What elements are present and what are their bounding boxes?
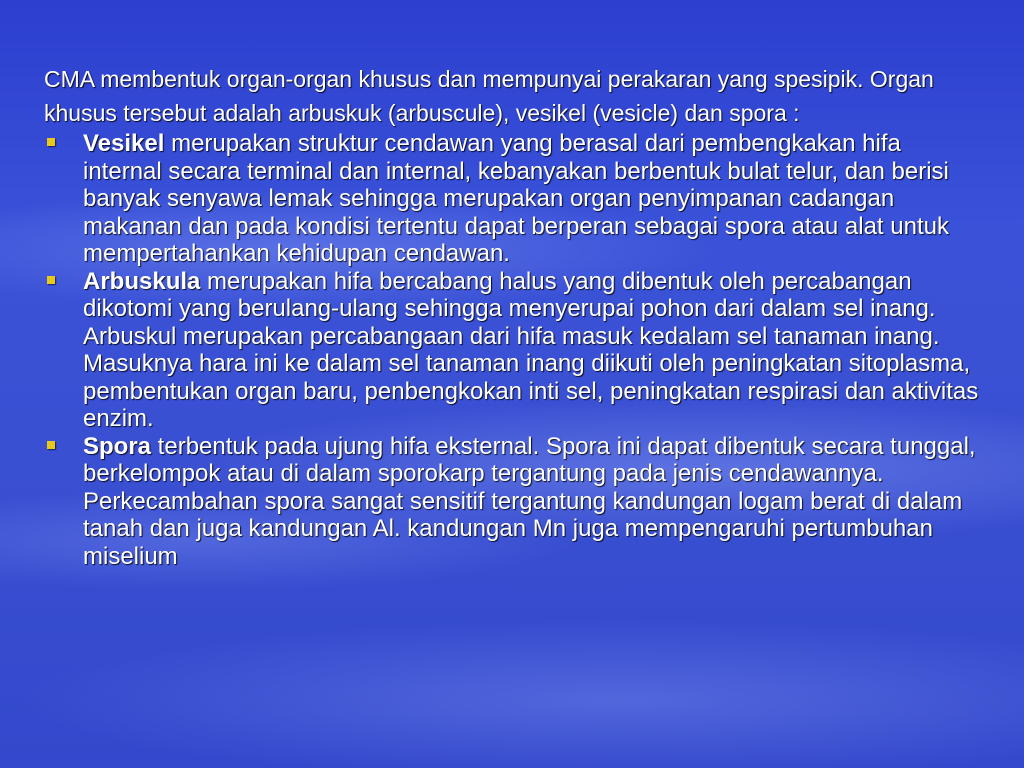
term-label: Spora (83, 432, 152, 460)
term-description: terbentuk pada ujung hifa eksternal. Spora ini dapat dibentuk secara tunggal, berkelompok atau di dalam sporokarp tergantung pada jenis cendawannya. Perkecambahan spora sangat sensitif tergantung kandungan logam berat di dalam tanah dan juga kandungan Al. kandungan Mn juga mempengaruhi pertumbuhan miselium (83, 432, 976, 570)
term-description: merupakan struktur cendawan yang berasal dari pembengkakan hifa internal secara terminal dan internal, kebanyakan berbentuk bulat telur, dan berisi banyak senyawa lemak sehingga merupakan organ penyimpanan cadangan makanan dan pada kondisi tertentu dapat berperan sebagai spora atau alat untuk mempertahankan kehidupan cendawan. (83, 130, 949, 267)
intro-paragraph: CMA membentuk organ-organ khusus dan mempunyai perakaran yang spesipik. Organ khusus tersebut adalah arbuskuk (arbuscule), vesikel (vesicle) dan spora : (44, 66, 934, 126)
square-bullet-icon (47, 138, 55, 146)
term-label: Vesikel (83, 130, 165, 157)
square-bullet-icon (47, 276, 55, 284)
square-bullet-icon (47, 441, 55, 449)
term-description: merupakan hifa bercabang halus yang dibentuk oleh percabangan dikotomi yang berulang-ulang sehingga menyerupai pohon dari dalam sel inang. Arbuskul merupakan percabangaan dari hifa masuk kedalam sel tanaman inang. Masuknya hara ini ke dalam sel tanaman inang diikuti oleh peningkatan sitoplasma, pembentukan organ baru, penbengkokan inti sel, peningkatan respirasi dan aktivitas enzim. (83, 267, 979, 432)
bullet-item-arbuskula (44, 268, 984, 433)
term-label: Arbuskula (83, 267, 201, 295)
bullet-item-vesikel (44, 130, 984, 268)
bullet-item-spora (44, 433, 984, 571)
slide-content (44, 62, 984, 570)
bullet-list (44, 130, 984, 570)
